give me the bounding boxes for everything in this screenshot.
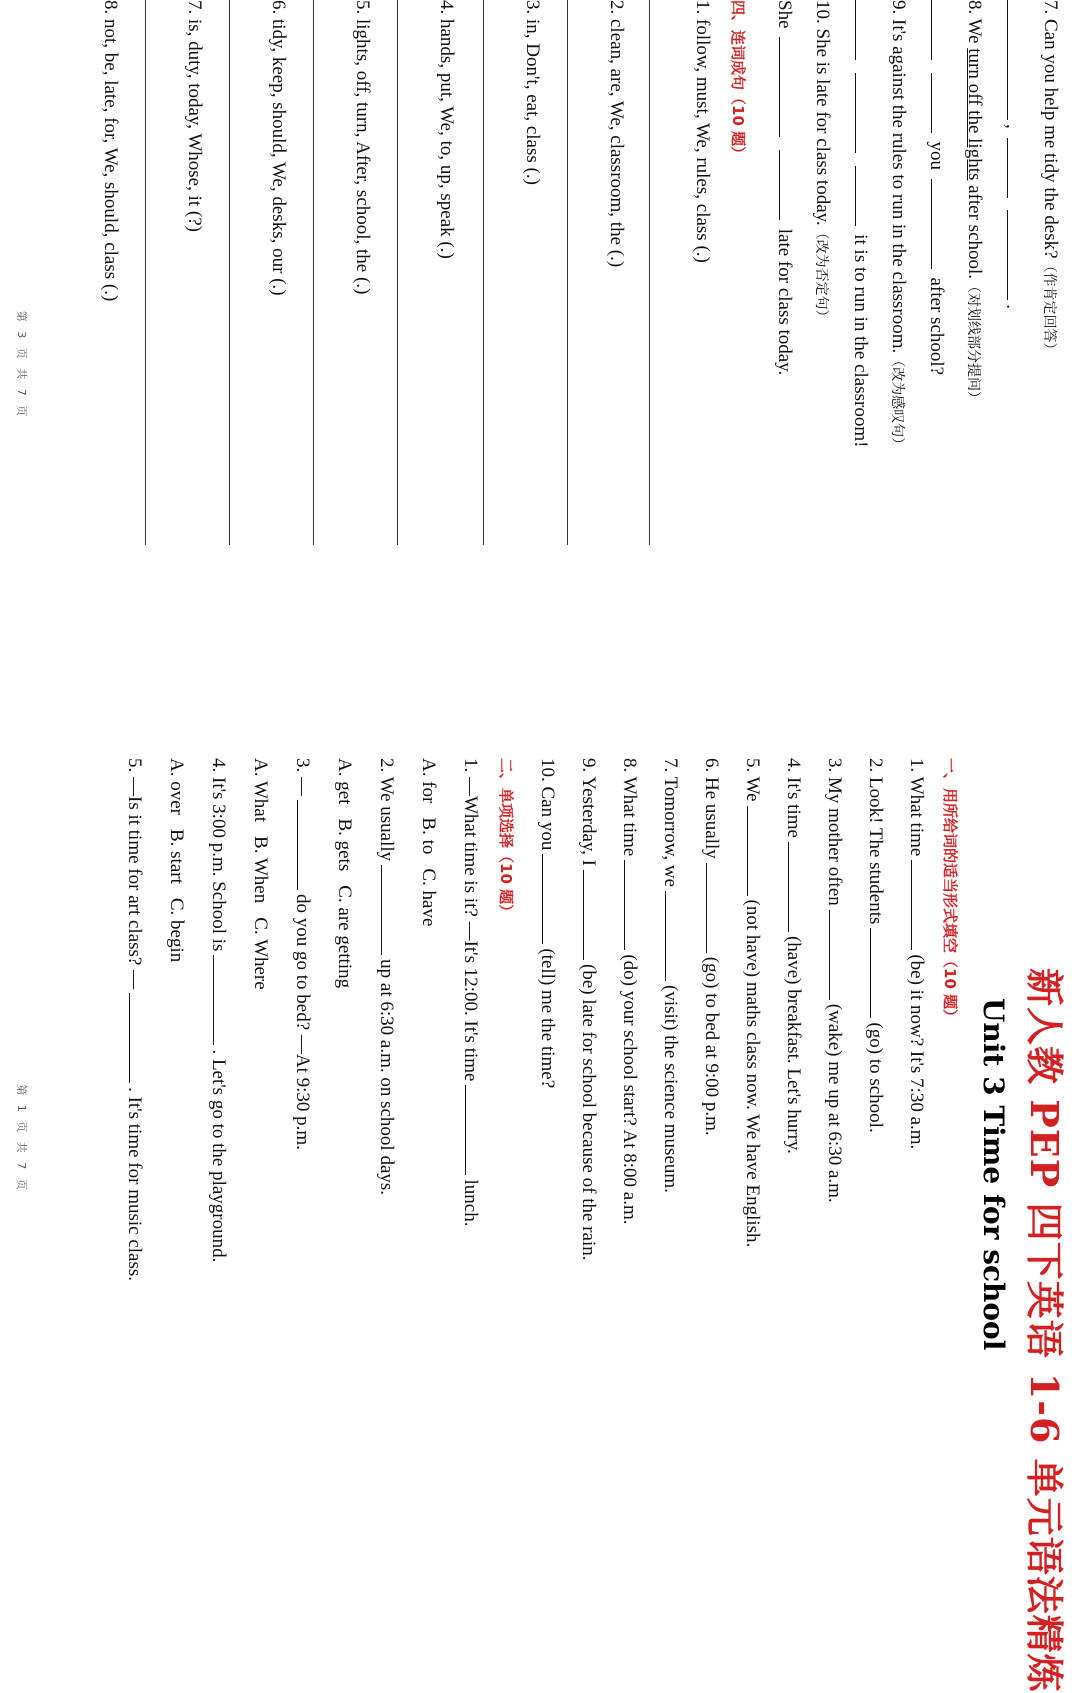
worksheet-page-1	[0, 758, 1080, 1693]
blank[interactable]	[542, 854, 559, 944]
sentence-item: 8. not, be, late, for, We, should, class (.)	[100, 0, 121, 302]
blank[interactable]	[213, 955, 230, 1045]
section-4-title: 四、连词成句（10 题）	[729, 0, 747, 162]
answer-line[interactable]	[649, 0, 650, 545]
option-a[interactable]: A. over	[166, 758, 187, 815]
blank[interactable]	[855, 73, 872, 153]
choice-options	[416, 758, 440, 1519]
choice-item: 3. —do you go to bed? —At 9:30 p.m.	[292, 758, 313, 1150]
blank[interactable]	[465, 1085, 482, 1175]
unit-title: Unit 3 Time for school	[977, 998, 1010, 1351]
document-title: 新人教 PEP 四下英语 1-6 单元语法精炼	[1022, 968, 1067, 1693]
sentence-item: 6. tidy, keep, should, We, desks, our (.)	[268, 0, 289, 296]
blank[interactable]	[870, 928, 887, 1018]
blank[interactable]	[297, 800, 314, 890]
blank[interactable]	[855, 166, 872, 226]
blank[interactable]	[129, 993, 146, 1083]
option-b[interactable]: B. to	[418, 817, 439, 855]
blank[interactable]	[1007, 210, 1024, 300]
option-c[interactable]: C. begin	[166, 897, 187, 963]
blank[interactable]	[931, 179, 948, 269]
answer-line[interactable]	[313, 0, 314, 545]
choice-options	[164, 758, 188, 1519]
option-b[interactable]: B. When	[250, 836, 271, 904]
blank[interactable]	[829, 910, 846, 1000]
answer-blank-9[interactable]: it is to run in the classroom!	[848, 0, 872, 730]
choice-options	[332, 758, 356, 1519]
option-a[interactable]: A. for	[418, 758, 439, 804]
blank[interactable]	[779, 37, 796, 137]
worksheet-page-3	[0, 0, 1080, 730]
answer-line[interactable]	[567, 0, 568, 545]
sentence-item: 1. follow, must, We, rules, class (.)	[692, 0, 713, 263]
blank[interactable]	[665, 891, 682, 981]
blank[interactable]	[747, 806, 764, 896]
fill-item: 1. What time(be) it now? It's 7:30 a.m.	[906, 758, 927, 1150]
blank[interactable]	[911, 860, 928, 950]
question-8: 8. We turn off the lights after school.（对划线部分提问）	[964, 0, 985, 406]
choice-item: 5. —Is it time for art class? —. It's time for music class.	[124, 758, 145, 1282]
question-9: 9. It's against the rules to run in the classroom.（改为感叹句）	[888, 0, 909, 452]
sentence-item: 7. is, duty, today, Whose, it (?)	[184, 0, 205, 233]
question-7: 7. Can you help me tidy the desk?（作肯定回答）	[1040, 0, 1061, 357]
blank[interactable]	[788, 842, 805, 932]
page-footer: 第 1 页 共 7 页	[15, 1084, 28, 1193]
option-a[interactable]: A. get	[334, 758, 355, 805]
answer-blank-7[interactable]: , .	[1000, 0, 1024, 730]
answer-line[interactable]	[397, 0, 398, 545]
blank[interactable]	[583, 870, 600, 960]
option-c[interactable]: C. Where	[250, 917, 271, 990]
choice-item: 2. We usuallyup at 6:30 a.m. on school days.	[376, 758, 397, 1196]
option-c[interactable]: C. are getting	[334, 885, 355, 989]
blank[interactable]	[931, 73, 948, 133]
fill-item: 8. What time(do) your school start? At 8:00 a.m.	[619, 758, 640, 1225]
answer-blank-8[interactable]: you after school?	[924, 0, 948, 730]
answer-line[interactable]	[483, 0, 484, 545]
fill-item: 4. It's time(have) breakfast. Let's hurry.	[783, 758, 804, 1154]
fill-item: 3. My mother often(wake) me up at 6:30 a.m.	[824, 758, 845, 1203]
option-b[interactable]: B. start	[166, 828, 187, 884]
blank[interactable]	[381, 865, 398, 955]
choice-item: 1. —What time is it? —It's 12:00. It's timelunch.	[460, 758, 481, 1227]
blank[interactable]	[1007, 0, 1024, 120]
blank[interactable]	[624, 860, 641, 950]
page-footer: 第 3 页 共 7 页	[15, 310, 28, 420]
answer-blank-10[interactable]: She late for class today.	[774, 0, 795, 376]
choice-item: 4. It's 3:00 p.m. School is. Let's go to the playground.	[208, 758, 229, 1263]
option-a[interactable]: A. What	[250, 758, 271, 823]
sentence-item: 2. clean, are, We, classroom, the (.)	[606, 0, 627, 268]
fill-item: 9. Yesterday, I(be) late for school because of the rain.	[578, 758, 599, 1261]
question-10: 10. She is late for class today.（改为否定句）	[812, 0, 833, 324]
fill-item: 10. Can you(tell) me the time?	[537, 758, 558, 1089]
fill-item: 6. He usually(go) to bed at 9:00 p.m.	[701, 758, 722, 1136]
blank[interactable]	[1007, 138, 1024, 198]
fill-item: 5. We(not have) maths class now. We have English.	[742, 758, 763, 1248]
blank[interactable]	[706, 863, 723, 953]
blank[interactable]	[855, 0, 872, 60]
sentence-item: 3. in, Don't, eat, class (.)	[522, 0, 543, 185]
choice-options	[248, 758, 272, 1519]
fill-item: 7. Tomorrow, we(visit) the science museum.	[660, 758, 681, 1193]
blank[interactable]	[931, 0, 948, 60]
section-2-title: 二、单项选择（10 题）	[497, 758, 515, 920]
sentence-item: 4. hands, put, We, to, up, speak (.)	[436, 0, 457, 259]
answer-line[interactable]	[145, 0, 146, 545]
blank[interactable]	[779, 150, 796, 220]
fill-item: 2. Look! The students(go) to school.	[865, 758, 886, 1133]
option-c[interactable]: C. have	[418, 868, 439, 927]
sentence-item: 5. lights, off, turn, After, school, the (.)	[352, 0, 373, 295]
option-b[interactable]: B. gets	[334, 818, 355, 872]
answer-line[interactable]	[229, 0, 230, 545]
section-1-title: 一、用所给词的适当形式填空（10 题）	[941, 758, 959, 1025]
